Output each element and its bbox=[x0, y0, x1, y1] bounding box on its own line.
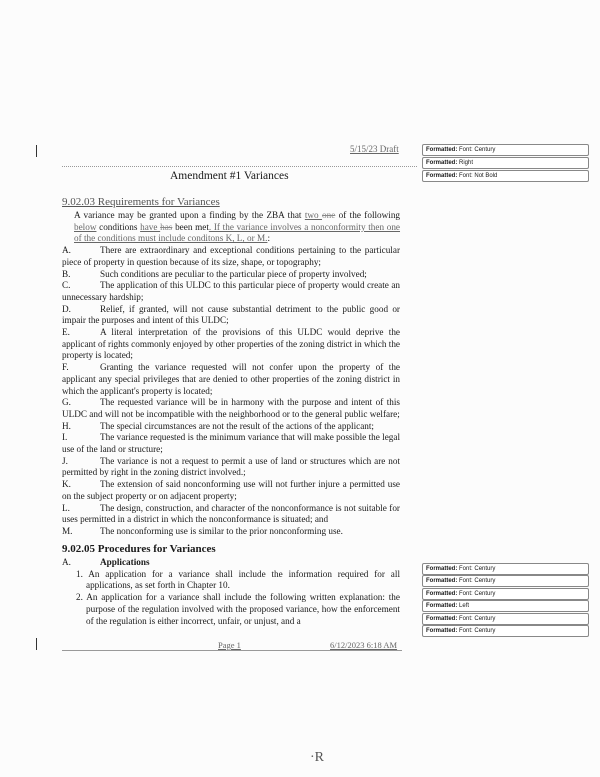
list-letter: A. bbox=[62, 557, 71, 567]
formatting-comment[interactable] bbox=[422, 588, 589, 600]
subsection-title: Applications bbox=[100, 557, 150, 567]
draft-date: 5/15/23 Draft bbox=[350, 144, 399, 154]
insertion: have bbox=[140, 221, 161, 232]
comment-value: Font: Not Bold bbox=[459, 173, 498, 179]
item-text: An application for a variance shall include the following written explanation: the purpose of the regulation involved with the proposed variance, how the enforcement of the regulation is either incorrect, unfair, or unjust, and a bbox=[86, 592, 400, 626]
insertion: below bbox=[74, 221, 97, 232]
list-letter: D. bbox=[62, 303, 71, 314]
deletion: has bbox=[160, 221, 173, 232]
formatting-comment[interactable] bbox=[422, 613, 589, 625]
list-item bbox=[62, 456, 400, 479]
comment-value: Left bbox=[459, 603, 470, 609]
comment-label: Formatted: bbox=[426, 566, 458, 572]
intro-paragraph bbox=[62, 210, 400, 245]
comment-value: Font: Century bbox=[459, 566, 496, 572]
comment-value: Font: Century bbox=[459, 147, 496, 153]
list-item bbox=[62, 327, 400, 362]
list-letter: I. bbox=[62, 432, 68, 443]
insertion: . If the variance involves a nonconformity then one of the conditions must include conditons K, L, or M. bbox=[74, 221, 401, 244]
list-letter: H. bbox=[62, 420, 71, 431]
list-item-text: A literal interpretation of the provisions of this ULDC would deprive the applicant of rights commonly enjoyed by other properties of the zoning district in which the property is located; bbox=[62, 327, 400, 361]
section-heading: 9.02.05 Procedures for Variances bbox=[62, 543, 216, 555]
intro-text: of the following bbox=[335, 210, 401, 220]
footer-timestamp: 6/12/2023 6:18 AM bbox=[330, 640, 398, 650]
list-letter: F. bbox=[62, 362, 69, 373]
document-title: Amendment #1 Variances bbox=[170, 170, 289, 182]
comment-value: Right bbox=[459, 160, 474, 166]
intro-text: been met bbox=[172, 221, 209, 232]
formatting-comment[interactable] bbox=[422, 575, 589, 587]
list-item-text: The requested variance will be in harmony with the purpose and intent of this ULDC and will not be incompatible with the neighborhood or to the general public welfare; bbox=[62, 397, 400, 419]
list-item bbox=[62, 432, 400, 455]
list-item-text: The design, construction, and character of the nonconformance is not suitable for uses permitted in a district in which the nonconformance is situated; and bbox=[62, 502, 400, 525]
list-letter: M. bbox=[62, 525, 73, 536]
list-item-text: Granting the variance requested will not confer upon the property of the applicant any special privileges that are denied to other properties of the zoning district in which the applicant's property is located; bbox=[62, 362, 400, 396]
list-letter: K. bbox=[62, 479, 71, 490]
comment-label: Formatted: bbox=[426, 628, 458, 634]
list-item bbox=[62, 245, 400, 268]
insertion: two bbox=[304, 210, 323, 220]
comment-label: Formatted: bbox=[426, 147, 458, 153]
formatting-comment[interactable] bbox=[422, 144, 589, 156]
comment-label: Formatted: bbox=[426, 591, 458, 597]
list-item bbox=[62, 421, 400, 433]
item-number: 1. bbox=[76, 568, 83, 579]
intro-text: conditions bbox=[96, 221, 141, 232]
list-item bbox=[62, 362, 400, 397]
list-letter: B. bbox=[62, 268, 71, 279]
list-item bbox=[62, 269, 400, 281]
footer-divider bbox=[62, 650, 402, 651]
list-item bbox=[62, 397, 400, 420]
numbered-item bbox=[62, 569, 400, 592]
formatting-comment[interactable] bbox=[422, 625, 589, 637]
section-body bbox=[62, 210, 400, 538]
comment-label: Formatted: bbox=[426, 160, 458, 166]
comment-label: Formatted: bbox=[426, 616, 458, 622]
change-bar bbox=[36, 638, 37, 650]
formatting-comment[interactable] bbox=[422, 170, 589, 182]
list-item-text: The variance is not a request to permit a use of land or structures which are not permitted by right in the zoning district involved.; bbox=[62, 455, 400, 478]
deletion: one bbox=[322, 210, 336, 220]
list-item-text: The extension of said nonconforming use will not further injure a permitted use on the subject property or on adjacent property; bbox=[62, 479, 400, 501]
list-letter: L. bbox=[62, 502, 70, 513]
list-item-text: The nonconforming use is similar to the prior nonconforming use. bbox=[100, 525, 343, 536]
comment-label: Formatted: bbox=[426, 173, 458, 179]
list-item bbox=[62, 479, 400, 502]
list-item-text: Such conditions are peculiar to the particular piece of property involved; bbox=[100, 268, 367, 279]
list-item-text: The variance requested is the minimum variance that will make possible the legal use of the land or structure; bbox=[62, 432, 400, 455]
applications-block bbox=[62, 557, 400, 627]
list-item-text: There are extraordinary and exceptional conditions pertaining to the particular piece of property in question because of its size, shape, or topography; bbox=[62, 245, 400, 267]
numbered-item bbox=[62, 592, 400, 627]
section-heading: 9.02.03 Requirements for Variances bbox=[62, 196, 220, 208]
formatting-comment[interactable] bbox=[422, 157, 589, 169]
list-letter: G. bbox=[62, 397, 71, 408]
comment-label: Formatted: bbox=[426, 578, 458, 584]
change-bar bbox=[36, 145, 37, 157]
list-item-text: Relief, if granted, will not cause substantial detriment to the public good or impair the purposes and intent of this ULDC; bbox=[62, 303, 400, 326]
intro-text: : bbox=[267, 233, 270, 244]
header-divider bbox=[62, 166, 417, 167]
list-item-text: The special circumstances are not the result of the actions of the applicant; bbox=[100, 420, 374, 431]
page-number: Page 1 bbox=[218, 640, 241, 650]
formatting-comment[interactable] bbox=[422, 600, 589, 612]
page-mark: ·R bbox=[310, 750, 324, 765]
list-letter: C. bbox=[62, 280, 71, 291]
comment-value: Font: Century bbox=[459, 591, 496, 597]
comment-label: Formatted: bbox=[426, 603, 458, 609]
comment-value: Font: Century bbox=[459, 578, 496, 584]
comment-value: Font: Century bbox=[459, 628, 496, 634]
list-letter: E. bbox=[62, 327, 70, 338]
list-item bbox=[62, 526, 400, 538]
formatting-comment[interactable] bbox=[422, 563, 589, 575]
list-item bbox=[62, 503, 400, 526]
intro-text: A variance may be granted upon a finding by the ZBA that bbox=[74, 210, 305, 220]
list-item bbox=[62, 304, 400, 327]
subsection-heading bbox=[62, 557, 400, 569]
item-text: An application for a variance shall include the information required for all applications, as set forth in Chapter 10. bbox=[86, 568, 400, 591]
list-letter: J. bbox=[62, 455, 68, 466]
list-letter: A. bbox=[62, 245, 71, 256]
item-number: 2. bbox=[76, 592, 83, 603]
list-item bbox=[62, 280, 400, 303]
comment-value: Font: Century bbox=[459, 616, 496, 622]
list-item-text: The application of this ULDC to this particular piece of property would create an unnecessary hardship; bbox=[62, 280, 400, 302]
